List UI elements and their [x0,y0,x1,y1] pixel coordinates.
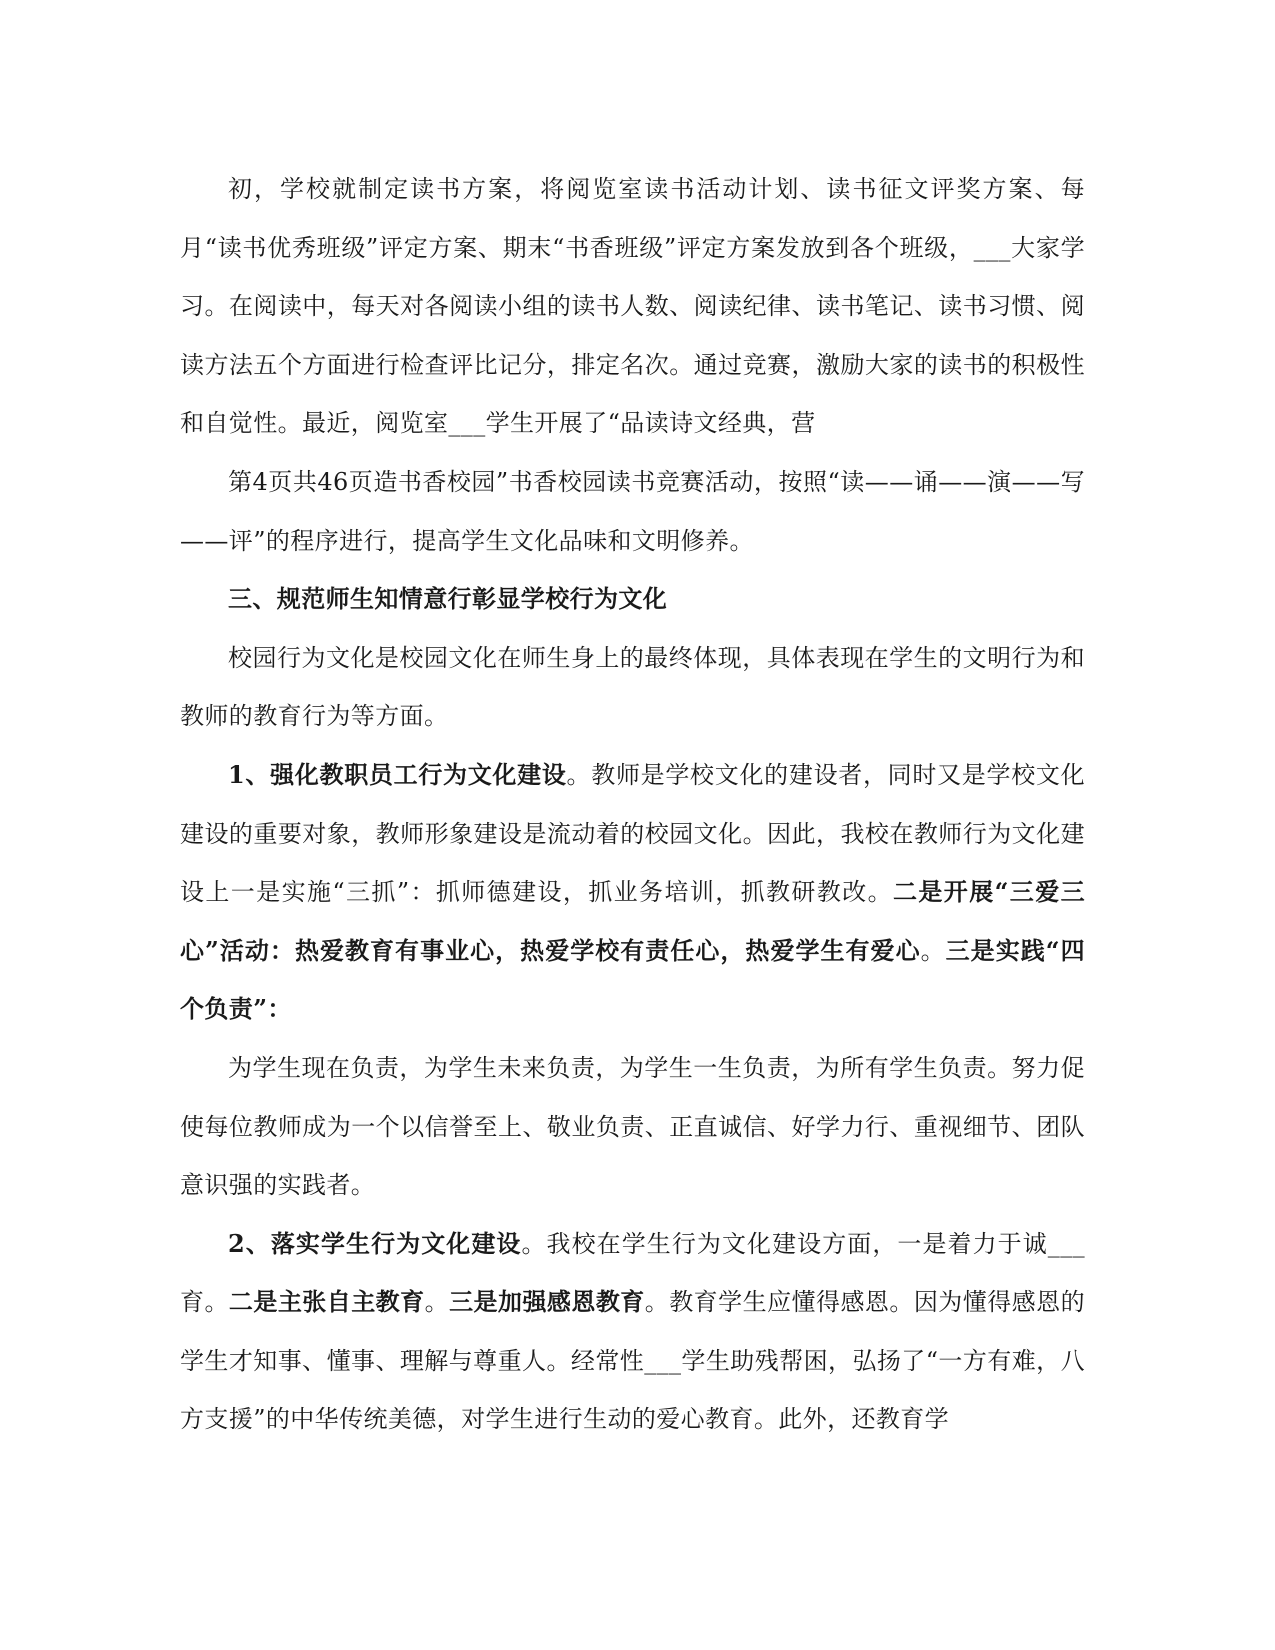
student-behavior-text: 。我校在学生行为文化建设方面，一是着力于诚___育。 [180,1229,1085,1317]
paragraph-student-behavior [180,1215,1085,1449]
section-heading-behavior-culture: 三、规范师生知情意行彰显学校行为文化 [228,584,668,614]
paragraph-teacher-behavior [180,746,1085,1039]
three-love-activity: 二是开展“三爱三心”活动：热爱教育有事业心，热爱学校有责任心，热爱学生有爱心 [180,877,1085,965]
teacher-behavior-text: 。教师是学校文化的建设者，同时又是学校文化建设的重要对象，教师形象建设是流动着的校园文化。因此，我校在教师行为文化建设上一是实施“三抓”：抓师德建设，抓业务培训，抓教研教改。 [180,760,1085,907]
teacher-behavior-title: 1、强化教职员工行为文化建设 [228,759,567,789]
period: 。 [920,936,946,965]
period: 。 [424,1288,450,1317]
paragraph-behavior-intro: 校园行为文化是校园文化在师生身上的最终体现，具体表现在学生的文明行为和教师的教育行为等方面。 [180,643,1085,731]
gratitude-education: 三是加强感恩教育 [449,1287,645,1317]
four-responsibilities-title: 三是实践“四个负责”： [180,935,1085,1024]
gratitude-education-text: 。教育学生应懂得感恩。因为懂得感恩的学生才知事、懂事、理解与尊重人。经常性___学生助残帮困，弘扬了“一方有难，八方支援”的中华传统美德，对学生进行生动的爱心教育。此外，还教育学 [180,1288,1085,1434]
student-behavior-title: 2、落实学生行为文化建设 [228,1228,522,1258]
document-page [180,160,1085,1449]
paragraph-reading-plan: 初，学校就制定读书方案，将阅览室读书活动计划、读书征文评奖方案、每月“读书优秀班级”评定方案、期末“书香班级”评定方案发放到各个班级，___大家学习。在阅读中，每天对各阅读小组的读书人数、阅读纪律、读书笔记、读书习惯、阅读方法五个方面进行检查评比记分，排定名次。通过竞赛，激励大家的读书的积极性和自觉性。最近，阅览室___学生开展了“品读诗文经典，营 [180,175,1085,438]
autonomous-education: 二是主张自主教育 [228,1287,425,1317]
paragraph-four-responsibilities: 为学生现在负责，为学生未来负责，为学生一生负责，为所有学生负责。努力促使每位教师成为一个以信誉至上、敬业负责、正直诚信、好学力行、重视细节、团队意识强的实践者。 [180,1053,1085,1200]
paragraph-reading-contest: 第4页共46页造书香校园”书香校园读书竞赛活动，按照“读——诵——演——写——评”的程序进行，提高学生文化品味和文明修养。 [180,467,1085,555]
